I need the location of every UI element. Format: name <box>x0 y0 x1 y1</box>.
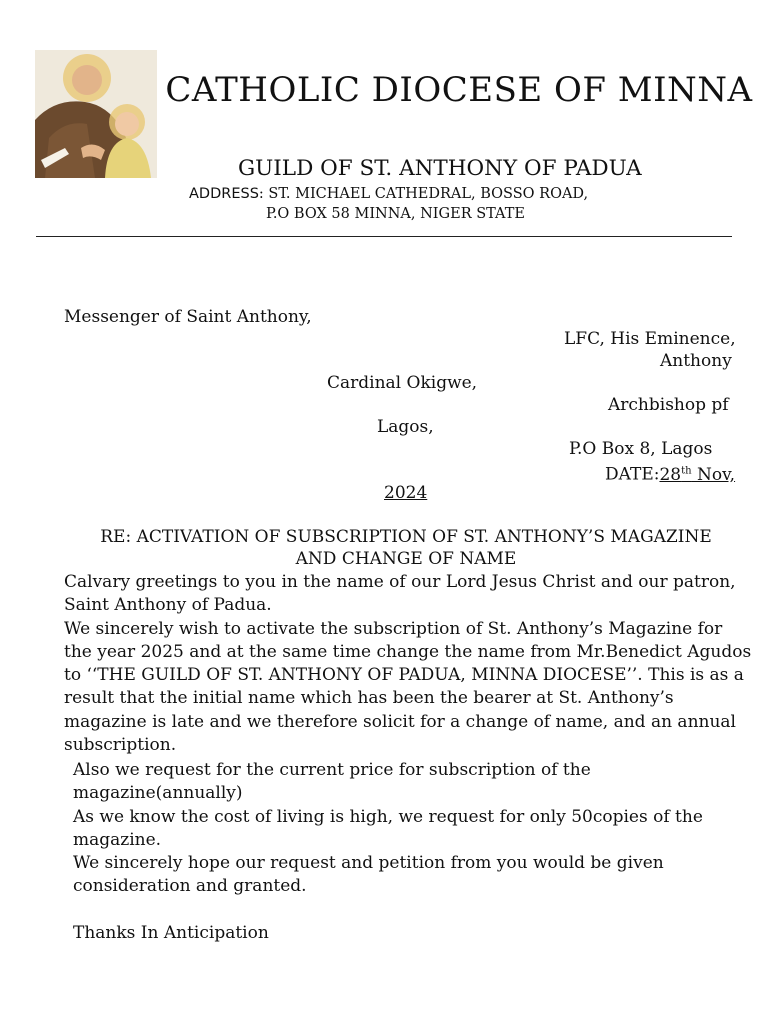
letter-body-main <box>64 571 754 757</box>
diocese-title: CATHOLIC DIOCESE OF MINNA <box>165 70 753 110</box>
address-line-1-text: : ST. MICHAEL CATHEDRAL, BOSSO ROAD, <box>258 186 589 202</box>
recipient-line-4: Cardinal Okigwe, <box>327 373 478 393</box>
recipient-line-5: Archbishop pf <box>608 395 729 415</box>
header-divider <box>36 236 732 237</box>
petition-paragraph: We sincerely hope our request and petition from you would be given consideration and granted. <box>73 853 664 897</box>
request-paragraph: We sincerely wish to activate the subscription of St. Anthony’s Magazine for the year 2025 and at the same time change the name from Mr.Benedict Agudos to ‘‘THE GUILD OF ST. ANTHONY OF PADUA, MINNA DIOCESE’’. This is as a result that the initial name which has been the bearer at St. Anthony’s magazine is late and we therefore solicit for a change of name, and an annual subscription. <box>64 618 752 756</box>
recipient-line-1: Messenger of Saint Anthony, <box>64 307 312 327</box>
recipient-line-3: Anthony <box>660 351 732 371</box>
copies-paragraph: As we know the cost of living is high, we request for only 50copies of the magazine. <box>73 806 703 850</box>
price-paragraph: Also we request for the current price for subscription of the magazine(annually) <box>73 760 591 804</box>
recipient-line-7: P.O Box 8, Lagos <box>569 439 713 459</box>
guild-name: GUILD OF ST. ANTHONY OF PADUA <box>238 156 642 181</box>
address-line-1 <box>189 186 588 202</box>
blank-line <box>73 899 763 922</box>
subject-heading <box>64 526 748 570</box>
letter-body-indented <box>73 759 763 945</box>
date-year: 2024 <box>384 483 428 503</box>
letter-date <box>605 460 735 486</box>
date-value: 28th Nov, <box>659 464 736 485</box>
date-label: DATE: <box>605 464 660 485</box>
subject-line-2: AND CHANGE OF NAME <box>295 549 517 569</box>
recipient-line-6: Lagos, <box>377 417 434 437</box>
address-label: ADDRESS <box>189 186 259 202</box>
greeting-paragraph: Calvary greetings to you in the name of our Lord Jesus Christ and our patron, Saint Anthony of Padua. <box>64 572 736 616</box>
recipient-line-2: LFC, His Eminence, <box>564 329 736 349</box>
subject-line-1: RE: ACTIVATION OF SUBSCRIPTION OF ST. ANTHONY’S MAGAZINE <box>100 527 712 547</box>
closing-line: Thanks In Anticipation <box>73 922 269 943</box>
saint-anthony-image <box>35 50 157 178</box>
address-line-2: P.O BOX 58 MINNA, NIGER STATE <box>266 206 525 222</box>
saint-anthony-icon <box>35 50 157 178</box>
